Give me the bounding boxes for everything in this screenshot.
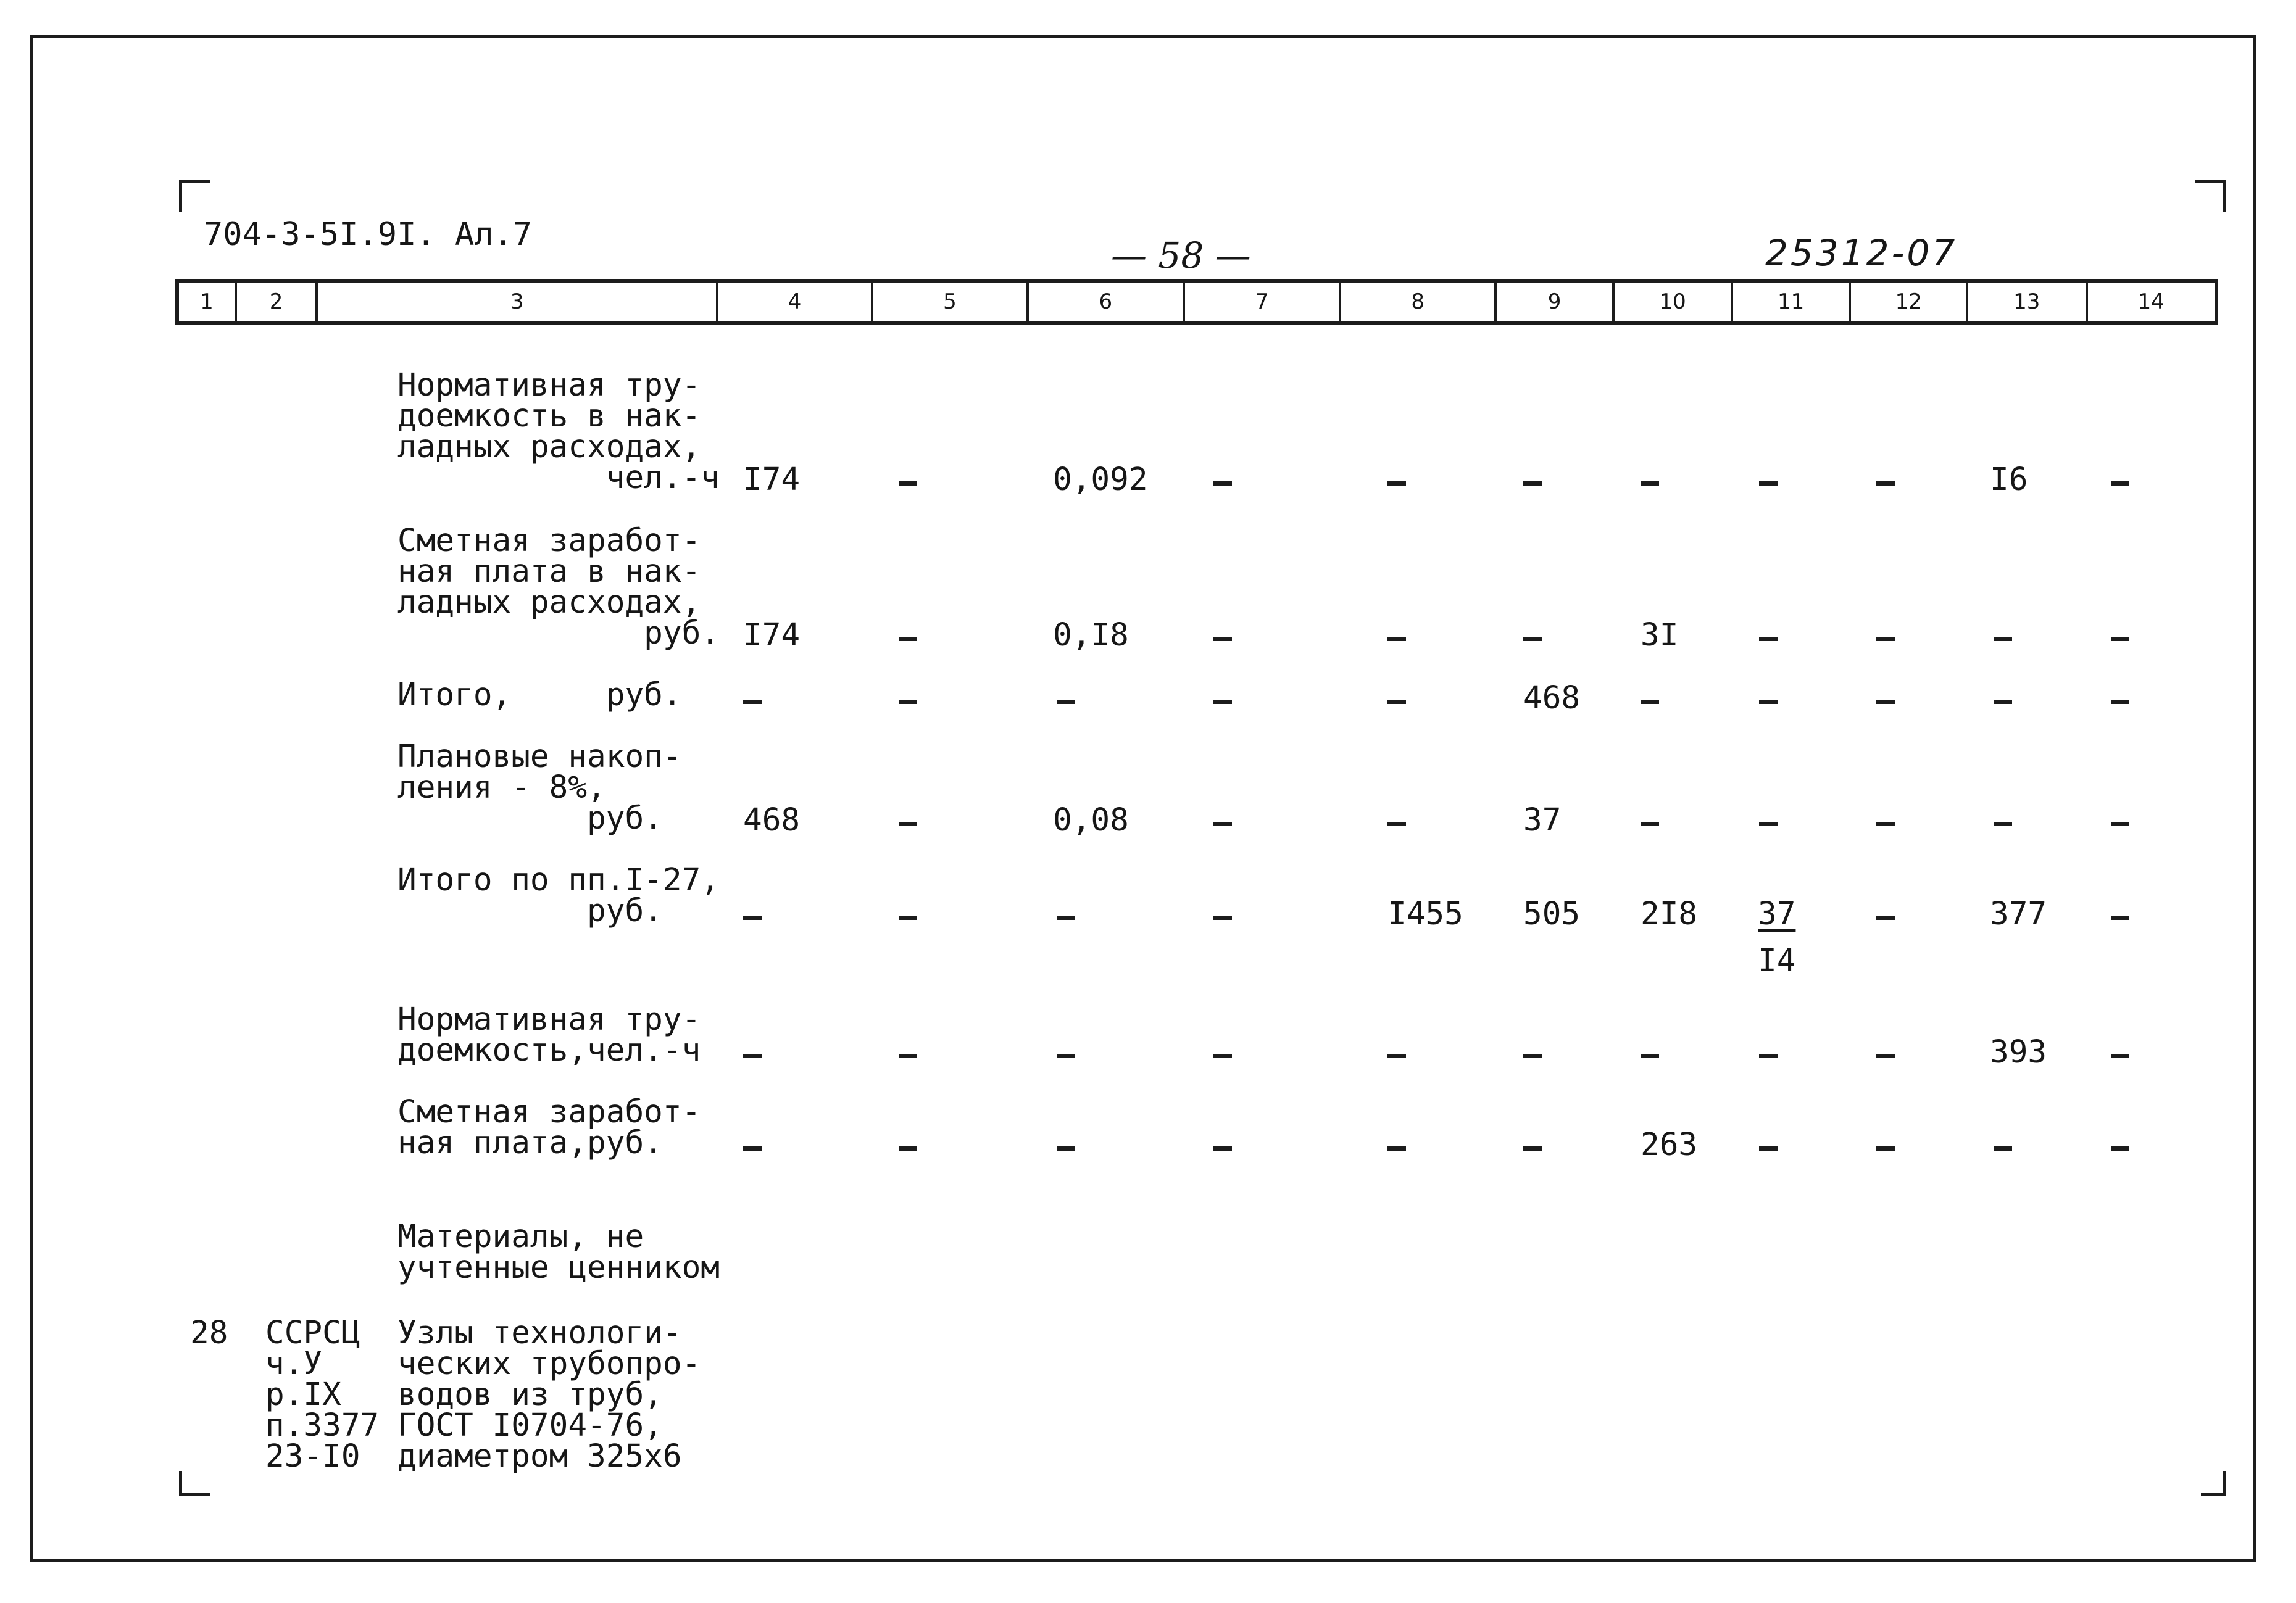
cell-r7-c10: 263 bbox=[1641, 1127, 1698, 1163]
column-header-3: 3 bbox=[318, 283, 718, 321]
empty-cell-dash-r3-c12 bbox=[1876, 700, 1895, 704]
cell-r3-c9: 468 bbox=[1523, 680, 1581, 716]
cell-r5-c11-top: 37 bbox=[1758, 896, 1796, 932]
empty-cell-dash-r4-c14 bbox=[2111, 822, 2129, 826]
page-number: — 58 — bbox=[1111, 234, 1251, 276]
empty-cell-dash-r7-c9 bbox=[1523, 1146, 1542, 1151]
row-label-pipeline-units: Узлы технологи- ческих трубопро- водов из труб, ГОСТ I0704-76, диаметром 325х6 bbox=[397, 1315, 701, 1475]
empty-cell-dash-r3-c4 bbox=[743, 700, 762, 704]
cell-r1-c4: I74 bbox=[743, 462, 801, 498]
corner-mark-top-left bbox=[179, 180, 210, 212]
empty-cell-dash-r5-c7 bbox=[1213, 916, 1232, 920]
empty-cell-dash-r7-c13 bbox=[1994, 1146, 2012, 1151]
cell-r4-c6: 0,08 bbox=[1053, 802, 1129, 839]
empty-cell-dash-r4-c10 bbox=[1641, 822, 1659, 826]
cell-r1-c6: 0,092 bbox=[1053, 462, 1148, 498]
row-label-total-items: Итого по пп.I-27, руб. bbox=[397, 862, 720, 929]
empty-cell-dash-r6-c11 bbox=[1759, 1054, 1778, 1058]
empty-cell-dash-r1-c8 bbox=[1387, 481, 1406, 486]
cell-r5-c13: 377 bbox=[1990, 896, 2047, 932]
cell-r5-c8: I455 bbox=[1387, 896, 1463, 932]
cell-r5-c11-bottom: I4 bbox=[1758, 943, 1796, 979]
empty-cell-dash-r4-c13 bbox=[1994, 822, 2012, 826]
item-code: ССРСЦ ч.У р.IX п.3377 23-I0 bbox=[265, 1315, 380, 1475]
column-header-11: 11 bbox=[1733, 283, 1852, 321]
cell-r4-c9: 37 bbox=[1523, 802, 1562, 839]
column-header-5: 5 bbox=[873, 283, 1028, 321]
empty-cell-dash-r2-c7 bbox=[1213, 637, 1232, 641]
column-header-8: 8 bbox=[1341, 283, 1496, 321]
corner-mark-bottom-right bbox=[2201, 1471, 2226, 1496]
empty-cell-dash-r5-c14 bbox=[2111, 916, 2129, 920]
empty-cell-dash-r4-c8 bbox=[1387, 822, 1406, 826]
empty-cell-dash-r7-c8 bbox=[1387, 1146, 1406, 1151]
empty-cell-dash-r1-c10 bbox=[1641, 481, 1659, 486]
empty-cell-dash-r2-c14 bbox=[2111, 637, 2129, 641]
empty-cell-dash-r5-c6 bbox=[1057, 916, 1075, 920]
corner-mark-top-right bbox=[2195, 180, 2226, 212]
empty-cell-dash-r7-c7 bbox=[1213, 1146, 1232, 1151]
column-header-13: 13 bbox=[1968, 283, 2088, 321]
empty-cell-dash-r6-c14 bbox=[2111, 1054, 2129, 1058]
empty-cell-dash-r3-c8 bbox=[1387, 700, 1406, 704]
empty-cell-dash-r6-c8 bbox=[1387, 1054, 1406, 1058]
empty-cell-dash-r3-c5 bbox=[899, 700, 917, 704]
column-header-row bbox=[175, 279, 2218, 325]
empty-cell-dash-r6-c7 bbox=[1213, 1054, 1232, 1058]
empty-cell-dash-r5-c12 bbox=[1876, 916, 1895, 920]
empty-cell-dash-r6-c10 bbox=[1641, 1054, 1659, 1058]
empty-cell-dash-r1-c14 bbox=[2111, 481, 2129, 486]
column-header-7: 7 bbox=[1185, 283, 1341, 321]
empty-cell-dash-r7-c12 bbox=[1876, 1146, 1895, 1151]
cell-r2-c6: 0,I8 bbox=[1053, 617, 1129, 653]
empty-cell-dash-r2-c8 bbox=[1387, 637, 1406, 641]
empty-cell-dash-r6-c12 bbox=[1876, 1054, 1895, 1058]
empty-cell-dash-r2-c13 bbox=[1994, 637, 2012, 641]
empty-cell-dash-r1-c5 bbox=[899, 481, 917, 486]
row-label-estimated-wages: Сметная заработ- ная плата,руб. bbox=[397, 1094, 701, 1161]
empty-cell-dash-r4-c7 bbox=[1213, 822, 1232, 826]
cell-r1-c13: I6 bbox=[1990, 462, 2028, 498]
empty-cell-dash-r3-c10 bbox=[1641, 700, 1659, 704]
empty-cell-dash-r1-c12 bbox=[1876, 481, 1895, 486]
cell-r5-c9: 505 bbox=[1523, 896, 1581, 932]
empty-cell-dash-r6-c9 bbox=[1523, 1054, 1542, 1058]
column-header-12: 12 bbox=[1851, 283, 1968, 321]
row-label-overhead-wages: Сметная заработ- ная плата в нак- ладных расходах, руб. bbox=[397, 523, 720, 652]
cell-r6-c13: 393 bbox=[1990, 1034, 2047, 1071]
cell-r2-c4: I74 bbox=[743, 617, 801, 653]
column-header-2: 2 bbox=[237, 283, 318, 321]
empty-cell-dash-r3-c13 bbox=[1994, 700, 2012, 704]
column-header-4: 4 bbox=[718, 283, 873, 321]
empty-cell-dash-r2-c12 bbox=[1876, 637, 1895, 641]
empty-cell-dash-r4-c11 bbox=[1759, 822, 1778, 826]
document-number: 704-3-5I.9I. Ал.7 bbox=[204, 216, 533, 253]
row-label-standard-labor: Нормативная тру- доемкость,чел.-ч bbox=[397, 1001, 701, 1069]
empty-cell-dash-r1-c7 bbox=[1213, 481, 1232, 486]
empty-cell-dash-r7-c4 bbox=[743, 1146, 762, 1151]
row-label-planned-savings: Плановые накоп- ления - 8%, руб. bbox=[397, 739, 682, 837]
row-label-overhead-labor: Нормативная тру- доемкость в нак- ладных расходах, чел.-ч bbox=[397, 367, 720, 496]
corner-mark-bottom-left bbox=[179, 1471, 210, 1496]
empty-cell-dash-r1-c9 bbox=[1523, 481, 1542, 486]
empty-cell-dash-r7-c14 bbox=[2111, 1146, 2129, 1151]
empty-cell-dash-r3-c7 bbox=[1213, 700, 1232, 704]
row-label-materials-not-priced: Материалы, не учтенные ценником bbox=[397, 1219, 720, 1286]
empty-cell-dash-r6-c5 bbox=[899, 1054, 917, 1058]
empty-cell-dash-r2-c5 bbox=[899, 637, 917, 641]
empty-cell-dash-r3-c11 bbox=[1759, 700, 1778, 704]
column-header-1: 1 bbox=[179, 283, 237, 321]
empty-cell-dash-r3-c14 bbox=[2111, 700, 2129, 704]
column-header-9: 9 bbox=[1497, 283, 1615, 321]
empty-cell-dash-r4-c12 bbox=[1876, 822, 1895, 826]
empty-cell-dash-r6-c6 bbox=[1057, 1054, 1075, 1058]
empty-cell-dash-r1-c11 bbox=[1759, 481, 1778, 486]
empty-cell-dash-r7-c11 bbox=[1759, 1146, 1778, 1151]
empty-cell-dash-r5-c4 bbox=[743, 916, 762, 920]
cell-r4-c4: 468 bbox=[743, 802, 801, 839]
column-header-14: 14 bbox=[2137, 289, 2165, 314]
empty-cell-dash-r7-c6 bbox=[1057, 1146, 1075, 1151]
empty-cell-dash-r7-c5 bbox=[899, 1146, 917, 1151]
column-header-10: 10 bbox=[1615, 283, 1733, 321]
row-label-subtotal: Итого, руб. bbox=[397, 677, 682, 713]
empty-cell-dash-r3-c6 bbox=[1057, 700, 1075, 704]
column-header-6: 6 bbox=[1029, 283, 1185, 321]
empty-cell-dash-r5-c5 bbox=[899, 916, 917, 920]
cell-r5-c10: 2I8 bbox=[1641, 896, 1698, 932]
cell-r2-c10: 3I bbox=[1641, 617, 1679, 653]
item-number: 28 bbox=[190, 1315, 228, 1351]
empty-cell-dash-r2-c11 bbox=[1759, 637, 1778, 641]
empty-cell-dash-r2-c9 bbox=[1523, 637, 1542, 641]
empty-cell-dash-r4-c5 bbox=[899, 822, 917, 826]
empty-cell-dash-r6-c4 bbox=[743, 1054, 762, 1058]
registration-number: 25312-07 bbox=[1765, 232, 1958, 274]
